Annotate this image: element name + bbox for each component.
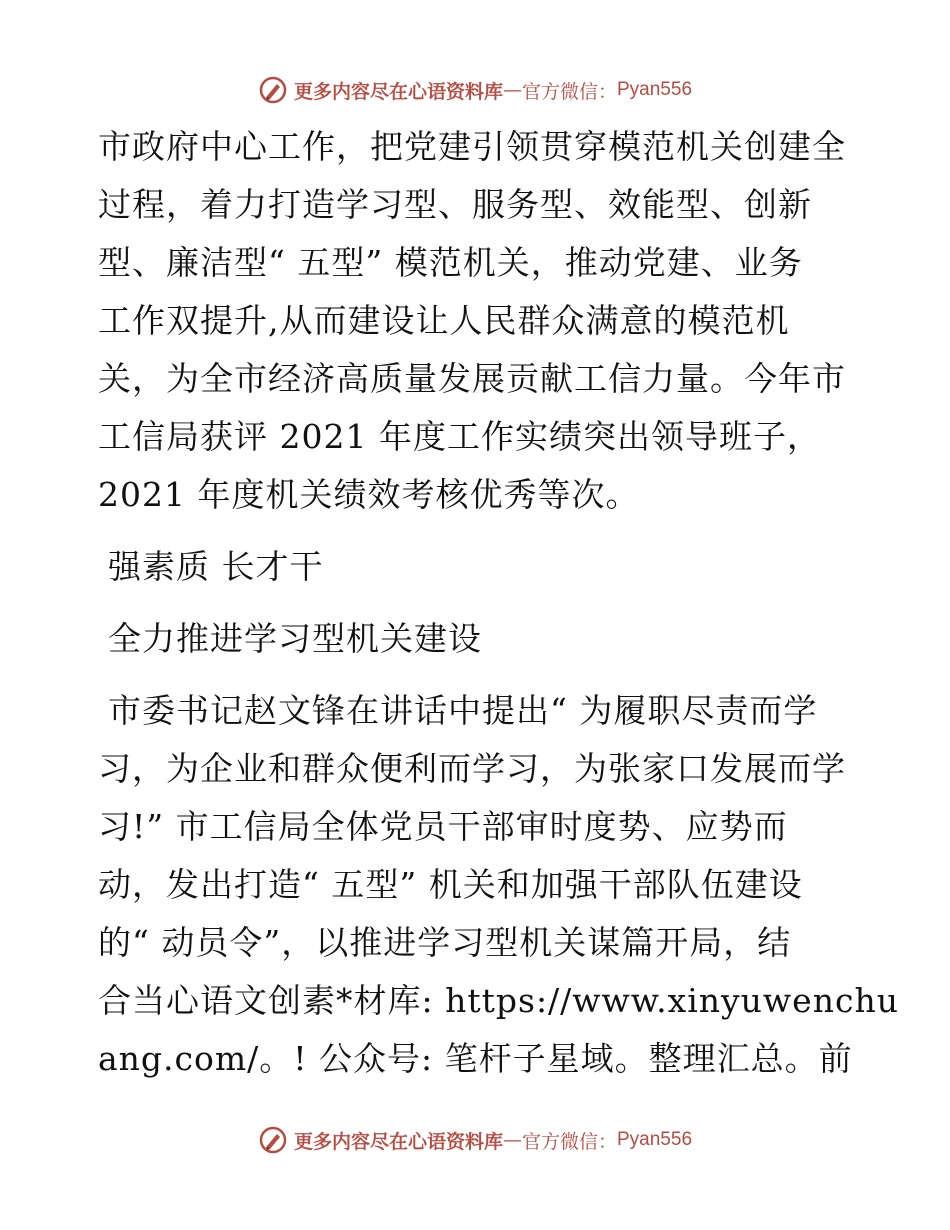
- text-line: 工作双提升,从而建设让人民群众满意的模范机: [98, 301, 790, 340]
- banner-dash: —: [502, 79, 522, 101]
- text-line: 习，为企业和群众便利而学习，为张家口发展而学: [98, 749, 846, 788]
- pen-logo-icon: [258, 75, 288, 105]
- text-line: 市委书记赵文锋在讲话中提出“ 为履职尽责而学: [108, 691, 818, 730]
- document-body: [98, 118, 899, 1088]
- text-line: 工信局获评 2021 年度工作实绩突出领导班子，: [98, 417, 821, 456]
- text-line: 2021 年度机关绩效考核优秀等次。: [98, 475, 640, 514]
- text-line: 型、廉洁型“ 五型” 模范机关，推动党建、业务: [98, 243, 803, 282]
- section-heading: 强素质 长才干: [108, 547, 324, 586]
- banner-wechat-label: 官方微信：: [521, 1130, 617, 1153]
- banner-wechat-id: Pyan556: [617, 79, 693, 100]
- section-subheading: 全力推进学习型机关建设: [108, 619, 482, 658]
- header-watermark-banner: [0, 70, 950, 110]
- text-line: 合当心语文创素*材库: https://www.xinyuwenchu: [98, 981, 899, 1020]
- paragraph-1: [98, 118, 858, 524]
- banner-dash: —: [502, 1129, 522, 1151]
- text-line: 动，发出打造“ 五型” 机关和加强干部队伍建设: [98, 865, 803, 904]
- pen-logo-icon: [258, 1125, 288, 1155]
- text-line: ang.com/。! 公众号: 笔杆子星域。整理汇总。前: [98, 1039, 853, 1078]
- banner-wechat-id: Pyan556: [617, 1129, 693, 1150]
- text-line: 市政府中心工作，把党建引领贯穿模范机关创建全: [98, 127, 846, 166]
- text-line: 习!” 市工信局全体党员干部审时度势、应势而: [98, 807, 788, 846]
- footer-watermark-banner: [0, 1120, 950, 1160]
- banner-wechat-label: 官方微信：: [521, 80, 617, 103]
- banner-site-text: 更多内容尽在心语资料库: [293, 80, 503, 103]
- banner-site-text: 更多内容尽在心语资料库: [293, 1130, 503, 1153]
- text-line: 过程，着力打造学习型、服务型、效能型、创新: [98, 185, 812, 224]
- text-line: 的“ 动员令”，以推进学习型机关谋篇开局，结: [98, 923, 792, 962]
- text-line: 关，为全市经济高质量发展贡献工信力量。今年市: [98, 359, 846, 398]
- paragraph-2: [98, 682, 899, 1088]
